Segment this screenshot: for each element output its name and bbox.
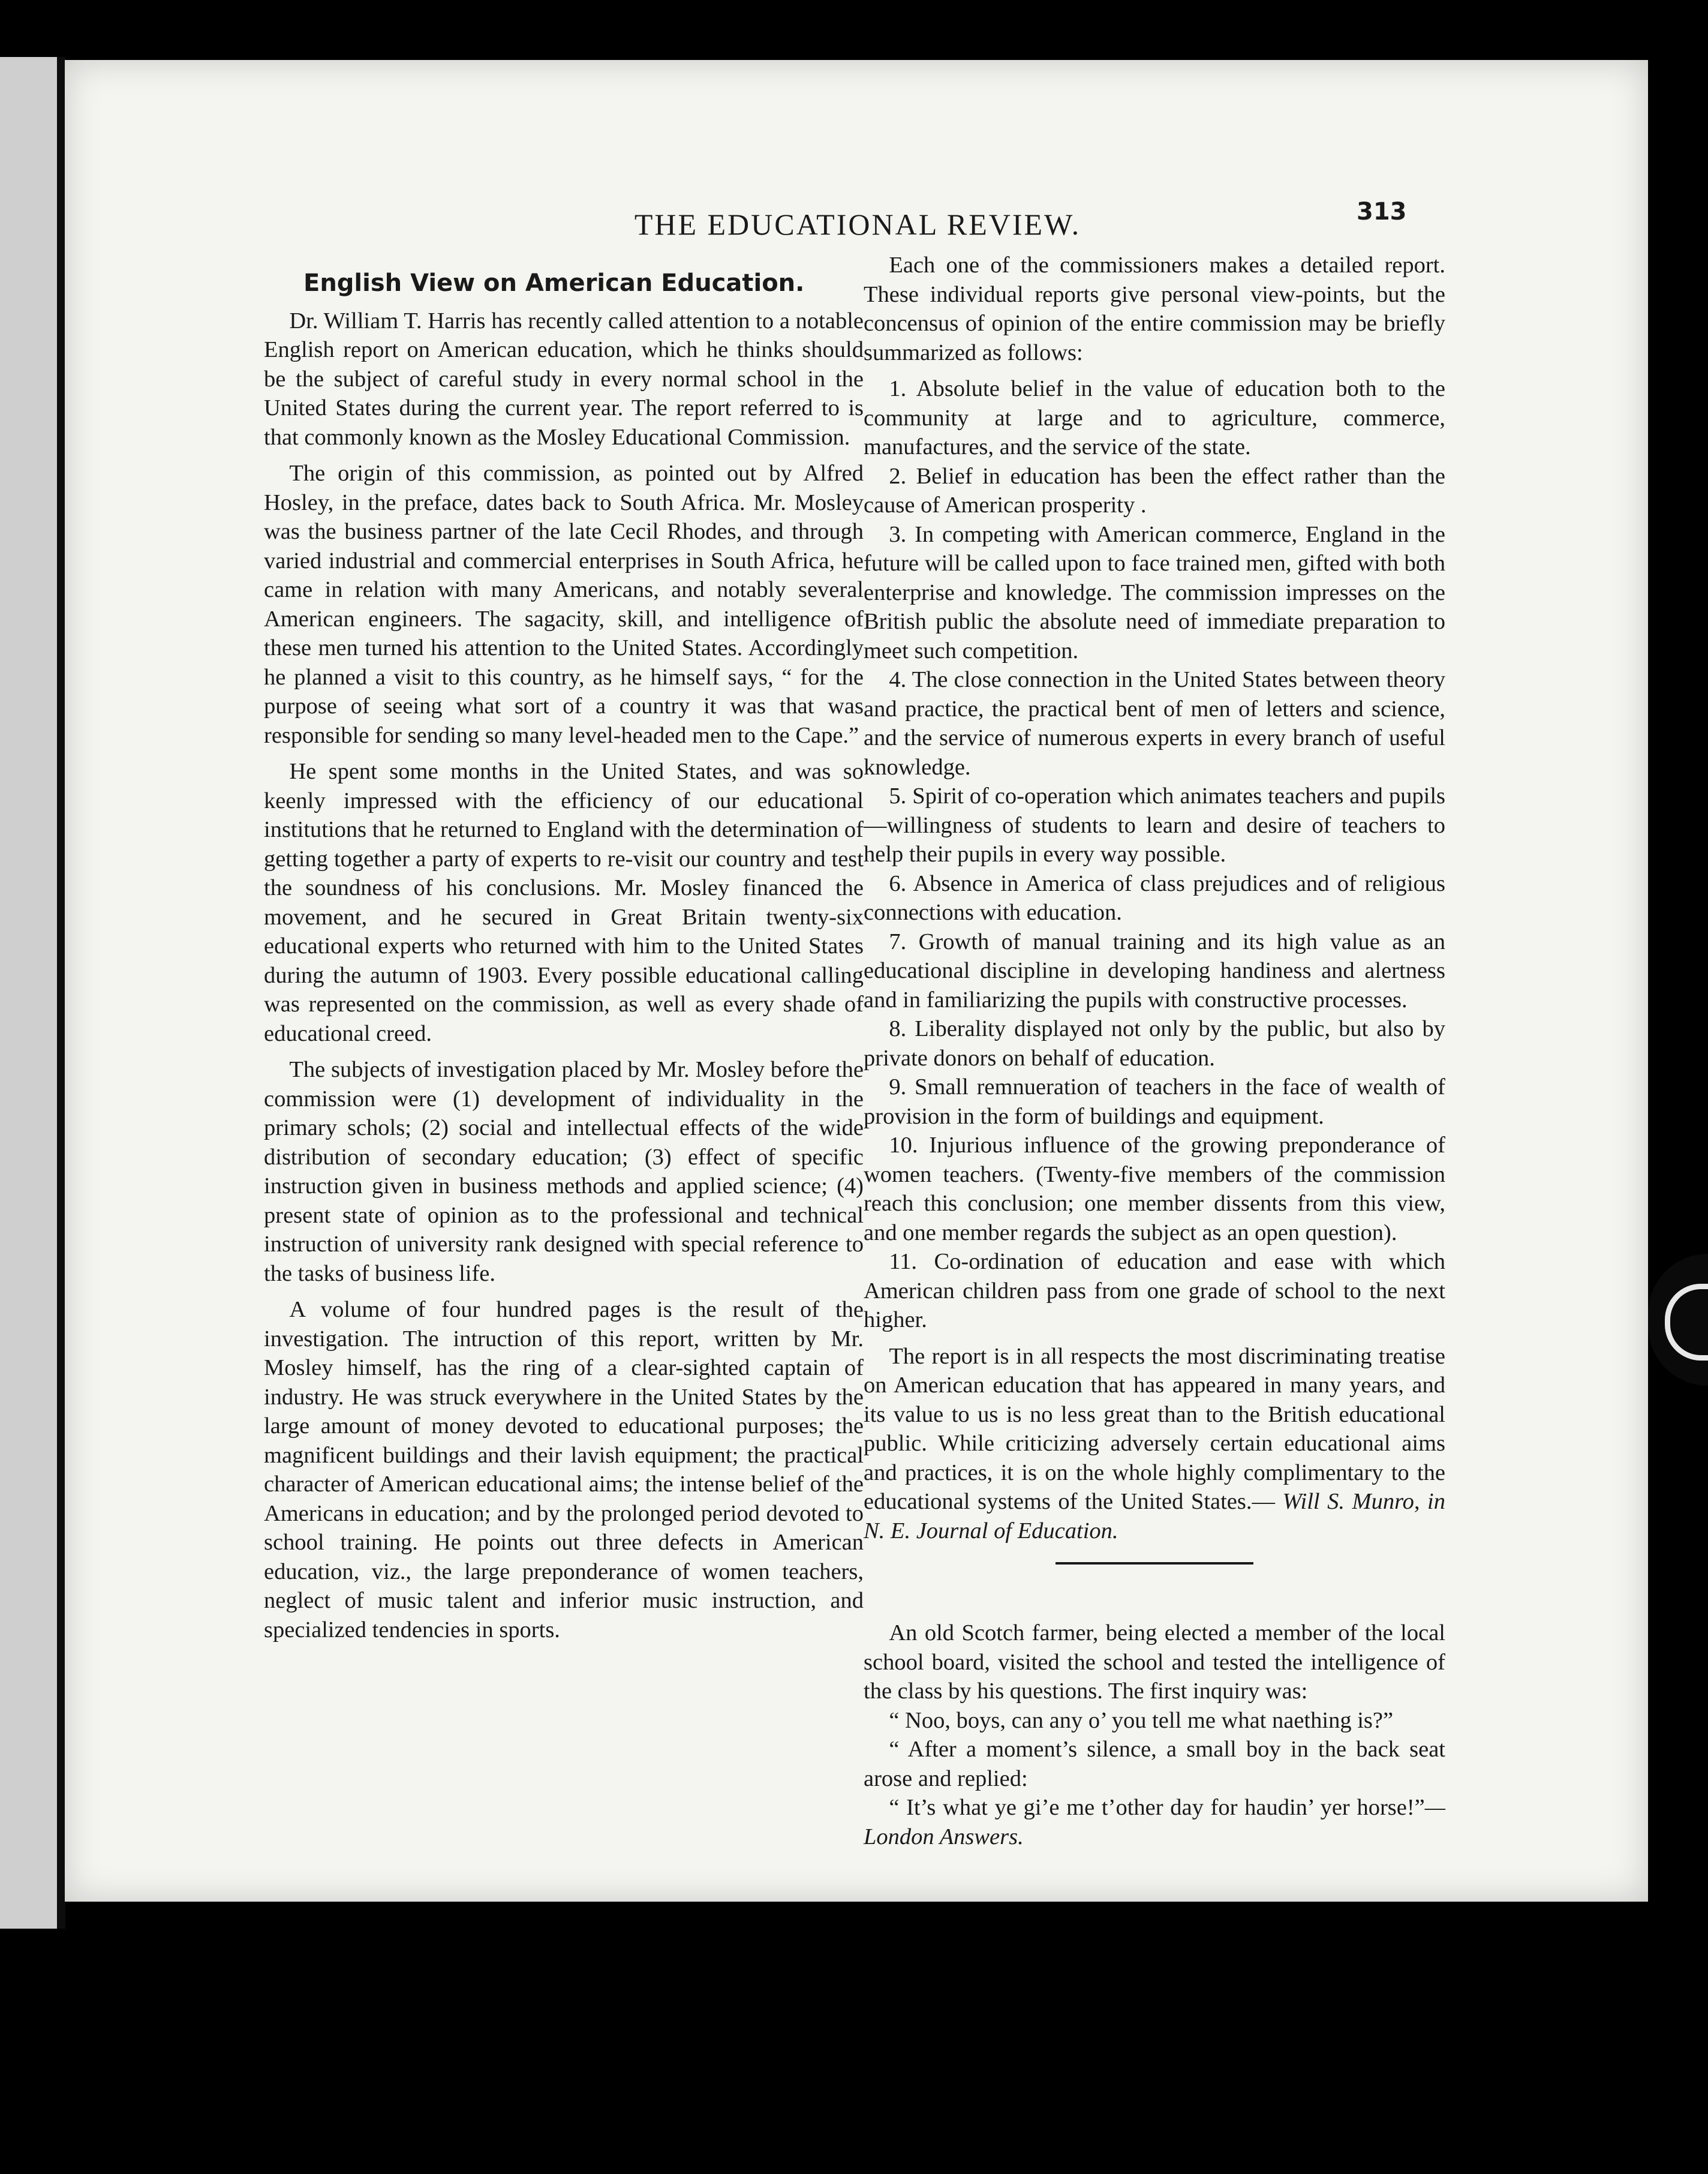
conclusion-paragraph xyxy=(864,1342,1445,1546)
finding-item: 9. Small remnueration of teachers in the face of wealth of provision in the form of buildings and equipment. xyxy=(864,1074,1445,1129)
paragraph: A volume of four hundred pages is the result of the investigation. The intruction of this report, written by Mr. Mosley himself, has the ring of a clear-sighted captain of industry. He was struck everywhere in the United States by the large amount of money devoted to educational purposes; the magnificent buildings and their lavish equipment; the practical character of American educational aims; the intense belief of the Americans in education; and by the prolonged period devoted to school training. He points out three defects in American education, viz., the large preponderance of women teachers, neglect of music talent and inferior music instruction, and specialized tendencies in sports. xyxy=(264,1297,864,1642)
paragraph: The origin of this commission, as pointed out by Alfred Hosley, in the preface, dates back to South Africa. Mr. Mosley was the business partner of the late Cecil Rhodes, and through varied industrial and commercial enterprises in South Africa, he came in relation with many Americans, and notably several American engineers. The sagacity, skill, and intelligence of these men turned his attention to the United States. Accordingly he planned a visit to this country, as he himself says, “ for the purpose of seeing what sort of a country it was that was responsible for sending so many level-headed men to the Cape.” xyxy=(264,461,864,748)
binder-tab-icon xyxy=(1648,1254,1708,1386)
paragraph: The subjects of investigation placed by Mr. Mosley before the commission were (1) development of individuality in the primary schols; (2) social and intellectual effects of the wide distribution of secondary education; (3) effect of specific instruction given in business methods and applied science; (4) present state of opinion as to the professional and technical instruction of university rank designed with special reference to the tasks of business life. xyxy=(264,1057,864,1286)
finding-item: 1. Absolute belief in the value of education both to the community at large and to agriculture, commerce, manufactures, and the service of the state. xyxy=(864,376,1445,460)
finding-item: 5. Spirit of co-operation which animates teachers and pupils—willingness of students to learn and desire of teachers to help their pupils in every way possible. xyxy=(864,783,1445,867)
page-number: 313 xyxy=(1357,198,1407,226)
anecdote-paragraph xyxy=(864,1793,1445,1851)
finding-item: 11. Co-ordination of education and ease with which American children pass from one grade of school to the next higher. xyxy=(864,1249,1445,1332)
paragraph: Dr. William T. Harris has recently called attention to a notable English report on American education, which he thinks should be the subject of careful study in every normal school in the United States during the current year. The report referred to is that commonly known as the Mosley Educational Commission. xyxy=(264,308,864,450)
anecdote-punchline: “ It’s what ye gi’e me t’other day for haudin’ yer horse!” xyxy=(889,1795,1425,1820)
finding-item: 3. In competing with American commerce, England in the future will be called upon to face trained men, gifted with both enterprise and knowledge. The commission impresses on the British public the absolute need of immediate preparation to meet such competition. xyxy=(864,521,1445,663)
article-title: English View on American Education. xyxy=(303,269,805,297)
adjacent-page-edge xyxy=(0,57,65,1929)
finding-item: 10. Injurious influence of the growing preponderance of women teachers. (Twenty-five members of the commission reach this conclusion; one member dissents from this view, and one member regards the subject as an open question). xyxy=(864,1133,1445,1245)
anecdote-paragraph: “ Noo, boys, can any o’ you tell me what naething is?” xyxy=(889,1707,1394,1733)
article-attribution: Will S. Munro, in N. E. Journal of Education. xyxy=(864,1489,1445,1544)
anecdote-attribution: —London Answers. xyxy=(864,1795,1445,1849)
summary-intro: Each one of the commissioners makes a detailed report. These individual reports give personal view-points, but the concensus of opinion of the entire commission may be briefly summarized as follows: xyxy=(864,253,1445,365)
finding-item: 7. Growth of manual training and its high value as an educational discipline in developing handiness and alertness and in familiarizing the pupils with constructive processes. xyxy=(864,929,1445,1013)
left-column xyxy=(264,269,864,1644)
finding-item: 2. Belief in education has been the effect rather than the cause of American prosperity . xyxy=(864,463,1445,518)
anecdote-paragraph: An old Scotch farmer, being elected a member of the local school board, visited the school and tested the intelligence of the class by his questions. The first inquiry was: xyxy=(864,1620,1445,1704)
right-column xyxy=(864,251,1445,1851)
finding-item: 6. Absence in America of class prejudices and of religious connections with education. xyxy=(864,870,1445,925)
finding-item: 4. The close connection in the United States between theory and practice, the practical bent of men of letters and science, and the service of numerous experts in every branch of useful knowledge. xyxy=(864,667,1445,780)
anecdote-paragraph: “ After a moment’s silence, a small boy in the back seat arose and replied: xyxy=(864,1737,1445,1791)
conclusion-text: The report is in all respects the most discriminating treatise on American education that has appeared in many years, and its value to us is no less great than to the British educational public. While criticizing adversely certain educational aims and practices, it is on the whole highly complimentary to the educational systems of the United States.— xyxy=(864,1343,1445,1514)
finding-item: 8. Liberality displayed not only by the public, but also by private donors on behalf of education. xyxy=(864,1016,1445,1071)
running-header: THE EDUCATIONAL REVIEW. xyxy=(634,208,1081,241)
section-divider xyxy=(1056,1562,1253,1565)
paragraph: He spent some months in the United States, and was so keenly impressed with the efficiency of our educational institutions that he returned to England with the determination of getting together a party of experts to re-visit our country and test the soundness of his conclusions. Mr. Mosley financed the movement, and he secured in Great Britain twenty-six educational experts who returned with him to the United States during the autumn of 1903. Every possible educational calling was represented on the commission, as well as every shade of educational creed. xyxy=(264,759,864,1046)
